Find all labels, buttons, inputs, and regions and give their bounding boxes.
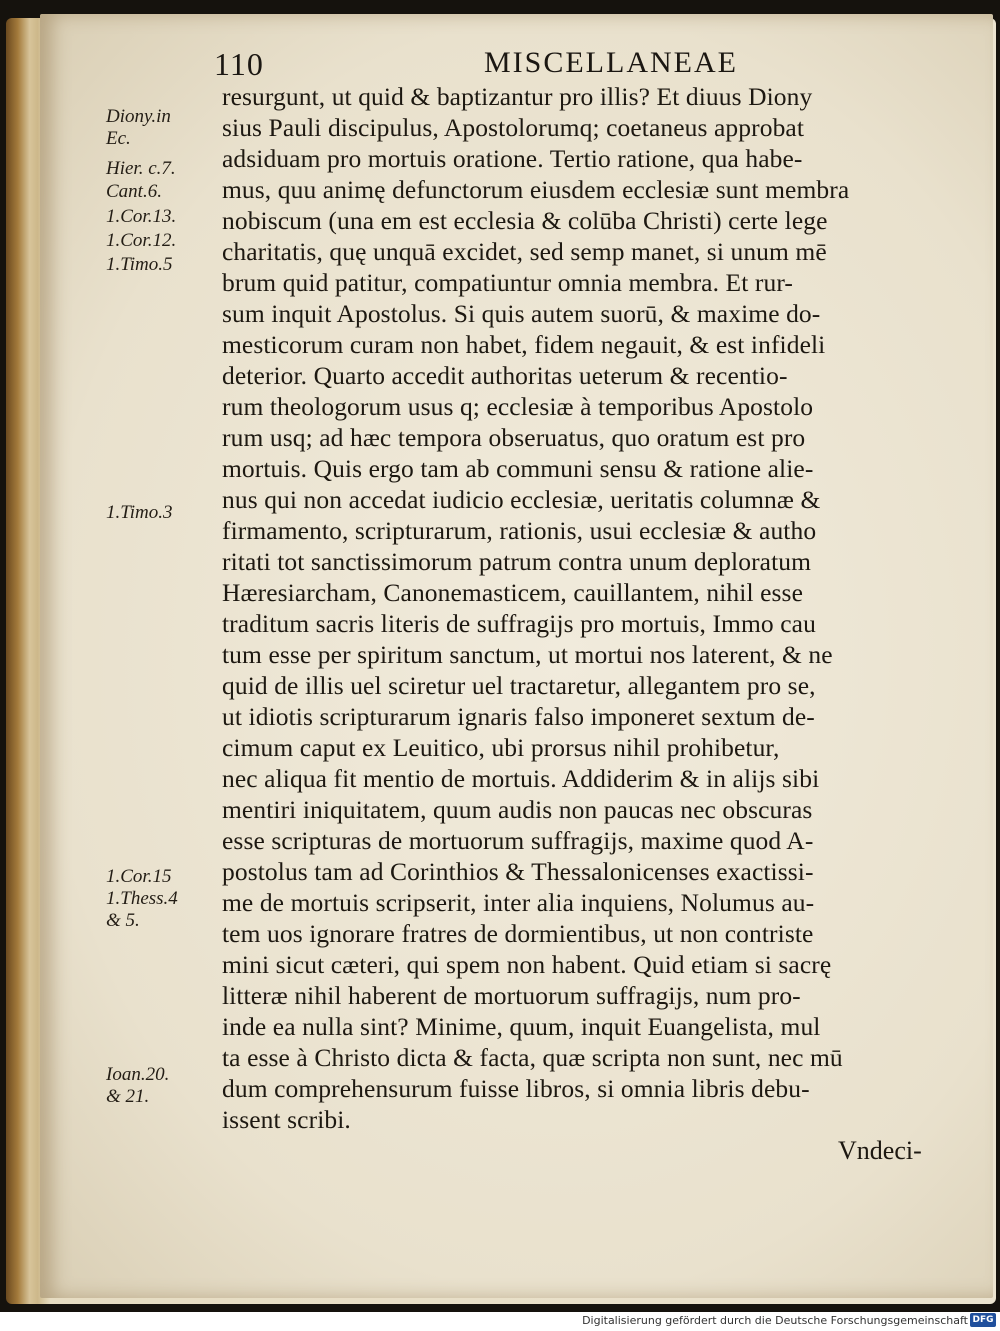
text-line: ta esse à Christo dicta & facta, quæ scripta non sunt, nec mū xyxy=(222,1043,843,1072)
text-line: traditum sacris literis de suffragijs pro mortuis, Immo cau xyxy=(222,609,816,638)
text-line: mortuis. Quis ergo tam ab communi sensu & ratione alie- xyxy=(222,454,814,483)
text-line: cimum caput ex Leuitico, ubi prorsus nihil prohibetur, xyxy=(222,733,780,762)
margin-note: 1.Cor.15 1.Thess.4 & 5. xyxy=(106,866,178,931)
dfg-logo: DFG xyxy=(970,1313,996,1327)
margin-note: Cant.6. xyxy=(106,181,162,202)
text-line: ritati tot sanctissimorum patrum contra unum deploratum xyxy=(222,547,812,576)
text-line: mentiri iniquitatem, quum audis non paucas nec obscuras xyxy=(222,795,813,824)
text-line: adsiduam pro mortuis oratione. Tertio ratione, qua habe- xyxy=(222,144,803,173)
text-line: inde ea nulla sint? Minime, quum, inquit Euangelista, mul xyxy=(222,1012,821,1041)
text-line: charitatis, quę unquā excidet, sed semp manet, si unum mē xyxy=(222,237,827,266)
text-line: mini sicut cæteri, qui spem non habent. Quid etiam si sacrę xyxy=(222,950,832,979)
margin-note: Ioan.20. & 21. xyxy=(106,1064,170,1107)
text-line: mus, quu animę defunctorum eiusdem ecclesiæ sunt membra xyxy=(222,175,850,204)
text-line: brum quid patitur, compatiuntur omnia membra. Et rur- xyxy=(222,268,794,297)
text-line: esse scripturas de mortuorum suffragijs, maxime quod A- xyxy=(222,826,814,855)
text-line: me de mortuis scripserit, inter alia inquiens, Nolumus au- xyxy=(222,888,815,917)
text-line: quid de illis uel sciretur uel tractaretur, allegantem pro se, xyxy=(222,671,816,700)
text-line: Hæresiarcham, Canonemasticem, cauillantem, nihil esse xyxy=(222,578,803,607)
text-line: tum esse per spiritum sanctum, ut mortui nos laterent, & ne xyxy=(222,640,833,669)
text-line: resurgunt, ut quid & baptizantur pro illis? Et diuus Diony xyxy=(222,82,813,111)
margin-notes xyxy=(106,106,216,1126)
margin-note: Hier. c.7. xyxy=(106,158,176,179)
page-number: 110 xyxy=(214,46,264,82)
footer-credit: Digitalisierung gefördert durch die Deutsche Forschungsgemeinschaft xyxy=(582,1314,968,1327)
margin-note: Diony.in Ec. xyxy=(106,106,171,149)
text-line: ut idiotis scripturarum ignaris falso imponeret sextum de- xyxy=(222,702,815,731)
text-line: nobiscum (una em est ecclesia & colūba Christi) certe lege xyxy=(222,206,828,235)
text-line: nec aliqua fit mentio de mortuis. Addiderim & in alijs sibi xyxy=(222,764,820,793)
text-line: firmamento, scripturarum, rationis, usui ecclesiæ & autho xyxy=(222,516,817,545)
text-line: rum usq; ad hæc tempora obseruatus, quo oratum est pro xyxy=(222,423,806,452)
text-line: rum theologorum usus q; ecclesiæ à temporibus Apostolo xyxy=(222,392,814,421)
margin-note: 1.Timo.5 xyxy=(106,254,173,275)
text-line: tem uos ignorare fratres de dormientibus, ut non contriste xyxy=(222,919,814,948)
text-line: mesticorum curam non habet, fidem negauit, & est infideli xyxy=(222,330,826,359)
text-line: sum inquit Apostolus. Si quis autem suorū, & maxime do- xyxy=(222,299,821,328)
running-head: MISCELLANEAE xyxy=(484,46,738,79)
margin-note: 1.Cor.12. xyxy=(106,230,177,251)
text-line: issent scribi. xyxy=(222,1105,351,1134)
body-text xyxy=(222,80,952,1150)
text-line: litteræ nihil haberent de mortuorum suffragijs, num pro- xyxy=(222,981,801,1010)
margin-note: 1.Cor.13. xyxy=(106,206,177,227)
catchword: Vndeci- xyxy=(838,1136,922,1165)
text-line: nus qui non accedat iudicio ecclesiæ, ueritatis columnæ & xyxy=(222,485,821,514)
margin-note: 1.Timo.3 xyxy=(106,502,173,523)
text-line: postolus tam ad Corinthios & Thessalonicenses exactissi- xyxy=(222,857,814,886)
text-line: sius Pauli discipulus, Apostolorumq; coetaneus approbat xyxy=(222,113,805,142)
text-line: dum comprehensurum fuisse libros, si omnia libris debu- xyxy=(222,1074,810,1103)
text-line: deterior. Quarto accedit authoritas ueterum & recentio- xyxy=(222,361,788,390)
